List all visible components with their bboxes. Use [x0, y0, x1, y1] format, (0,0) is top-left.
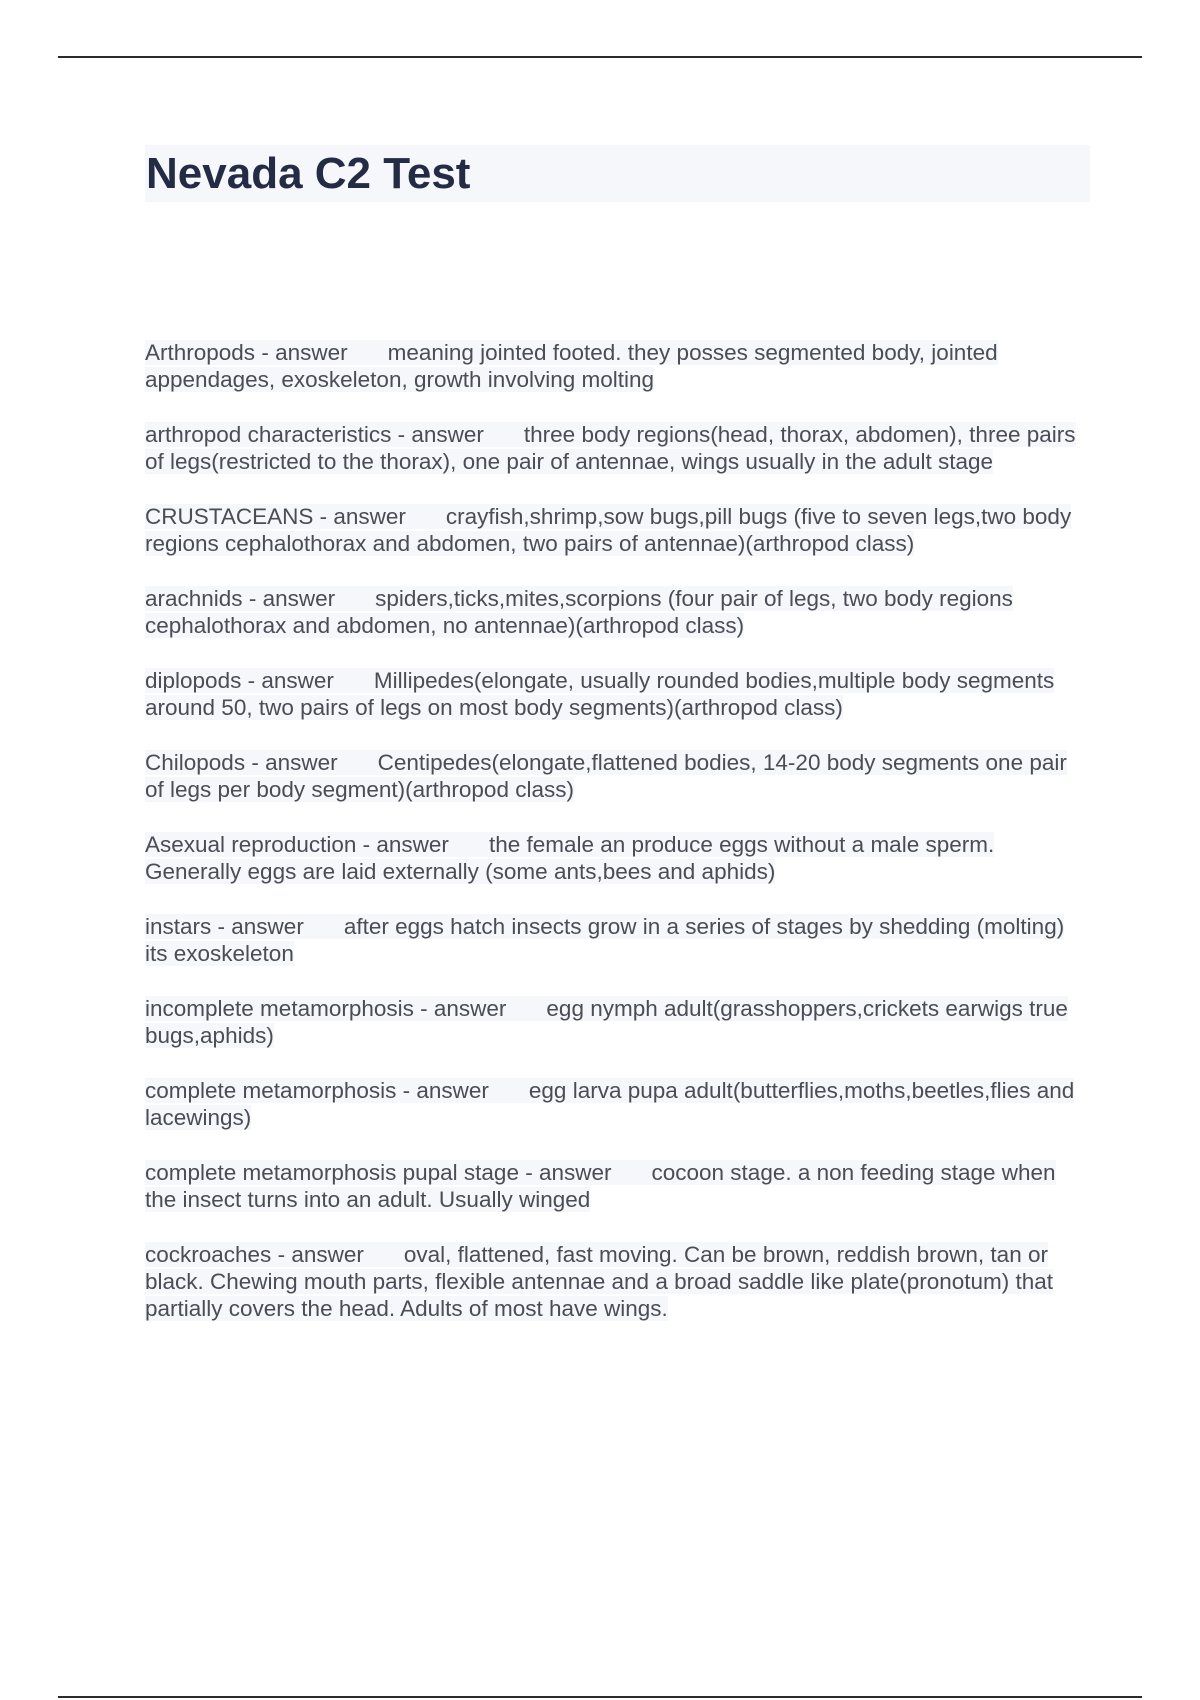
- flashcard-text: [145, 422, 1076, 474]
- answer-label: answer: [538, 1160, 612, 1185]
- flashcard-item: [145, 749, 1090, 803]
- answer-label: answer: [411, 422, 484, 447]
- answer-label: answer: [265, 750, 338, 775]
- flashcard-text: [145, 586, 1013, 638]
- flashcard-item: [145, 585, 1090, 639]
- flashcard-term: complete metamorphosis: [145, 1078, 397, 1103]
- term-separator: -: [518, 1160, 539, 1185]
- answer-label: answer: [416, 1078, 489, 1103]
- flashcard-item: [145, 421, 1090, 475]
- flashcard-term: incomplete metamorphosis: [145, 996, 414, 1021]
- document-title: Nevada C2 Test: [146, 149, 471, 198]
- flashcard-definition: Millipedes(elongate, usually rounded bodies,multiple body segments around 50, two pairs of legs on most body segments)(arthropod class): [145, 668, 1055, 720]
- flashcard-definition: crayfish,shrimp,sow bugs,pill bugs (five to seven legs,two body regions cephalothorax and abdomen, two pairs of antennae)(arthropod class): [145, 504, 1072, 556]
- bottom-rule: [58, 1696, 1142, 1698]
- flashcard-definition: three body regions(head, thorax, abdomen), three pairs of legs(restricted to the thorax), one pair of antennae, wings usually in the adult stage: [145, 422, 1076, 474]
- flashcard-text: [145, 340, 998, 392]
- flashcard-text: [145, 504, 1071, 556]
- term-separator: -: [255, 340, 276, 365]
- flashcard-definition: the female an produce eggs without a male sperm. Generally eggs are laid externally (some ants,bees and aphids): [145, 832, 995, 884]
- term-separator: -: [211, 914, 232, 939]
- answer-label: answer: [261, 668, 334, 693]
- flashcard-item: [145, 1159, 1090, 1213]
- flashcard-definition: meaning jointed footed. they posses segmented body, jointed appendages, exoskeleton, growth involving molting: [145, 340, 998, 392]
- answer-label: answer: [376, 832, 449, 857]
- term-separator: -: [313, 504, 334, 529]
- flashcard-term: CRUSTACEANS: [145, 504, 314, 529]
- flashcard-text: [145, 996, 1068, 1048]
- flashcard-item: [145, 667, 1090, 721]
- flashcard-item: [145, 913, 1090, 967]
- answer-label: answer: [231, 914, 304, 939]
- flashcard-item: [145, 995, 1090, 1049]
- flashcard-term: Asexual reproduction: [145, 832, 357, 857]
- flashcard-item: [145, 339, 1090, 393]
- flashcard-term: cockroaches: [145, 1242, 272, 1267]
- flashcard-list: [145, 339, 1090, 1350]
- flashcard-definition: Centipedes(elongate,flattened bodies, 14-20 body segments one pair of legs per body segment)(arthropod class): [145, 750, 1067, 802]
- flashcard-text: [145, 750, 1067, 802]
- term-separator: -: [241, 668, 262, 693]
- flashcard-text: [145, 668, 1054, 720]
- flashcard-definition: spiders,ticks,mites,scorpions (four pair of legs, two body regions cephalothorax and abdomen, no antennae)(arthropod class): [145, 586, 1013, 638]
- flashcard-definition: oval, flattened, fast moving. Can be brown, reddish brown, tan or black. Chewing mouth parts, flexible antennae and a broad saddle like plate(pronotum) that partially covers the head. Adults of most have wings.: [145, 1242, 1054, 1321]
- flashcard-term: Arthropods: [145, 340, 256, 365]
- flashcard-text: [145, 1242, 1053, 1321]
- answer-label: answer: [262, 586, 336, 611]
- flashcard-text: [145, 914, 1064, 966]
- flashcard-text: [145, 1078, 1074, 1130]
- flashcard-item: [145, 1077, 1090, 1131]
- term-separator: -: [391, 422, 412, 447]
- flashcard-text: [145, 1160, 1056, 1212]
- term-separator: -: [242, 586, 263, 611]
- flashcard-term: arachnids: [145, 586, 243, 611]
- term-separator: -: [271, 1242, 292, 1267]
- flashcard-definition: cocoon stage. a non feeding stage when the insect turns into an adult. Usually winged: [145, 1160, 1056, 1212]
- term-separator: -: [245, 750, 266, 775]
- flashcard-definition: after eggs hatch insects grow in a series of stages by shedding (molting) its exoskeleton: [145, 914, 1065, 966]
- term-separator: -: [413, 996, 434, 1021]
- flashcard-term: arthropod characteristics: [145, 422, 392, 447]
- top-rule: [58, 56, 1142, 58]
- flashcard-definition: egg nymph adult(grasshoppers,crickets earwigs true bugs,aphids): [145, 996, 1068, 1048]
- flashcard-term: Chilopods: [145, 750, 246, 775]
- term-separator: -: [356, 832, 377, 857]
- flashcard-item: [145, 1241, 1090, 1322]
- flashcard-term: instars: [145, 914, 212, 939]
- flashcard-term: complete metamorphosis pupal stage: [145, 1160, 519, 1185]
- answer-label: answer: [433, 996, 507, 1021]
- flashcard-item: [145, 503, 1090, 557]
- term-separator: -: [396, 1078, 417, 1103]
- answer-label: answer: [333, 504, 406, 529]
- flashcard-definition: egg larva pupa adult(butterflies,moths,beetles,flies and lacewings): [145, 1078, 1075, 1130]
- flashcard-item: [145, 831, 1090, 885]
- answer-label: answer: [291, 1242, 364, 1267]
- flashcard-term: diplopods: [145, 668, 242, 693]
- answer-label: answer: [275, 340, 348, 365]
- flashcard-text: [145, 832, 994, 884]
